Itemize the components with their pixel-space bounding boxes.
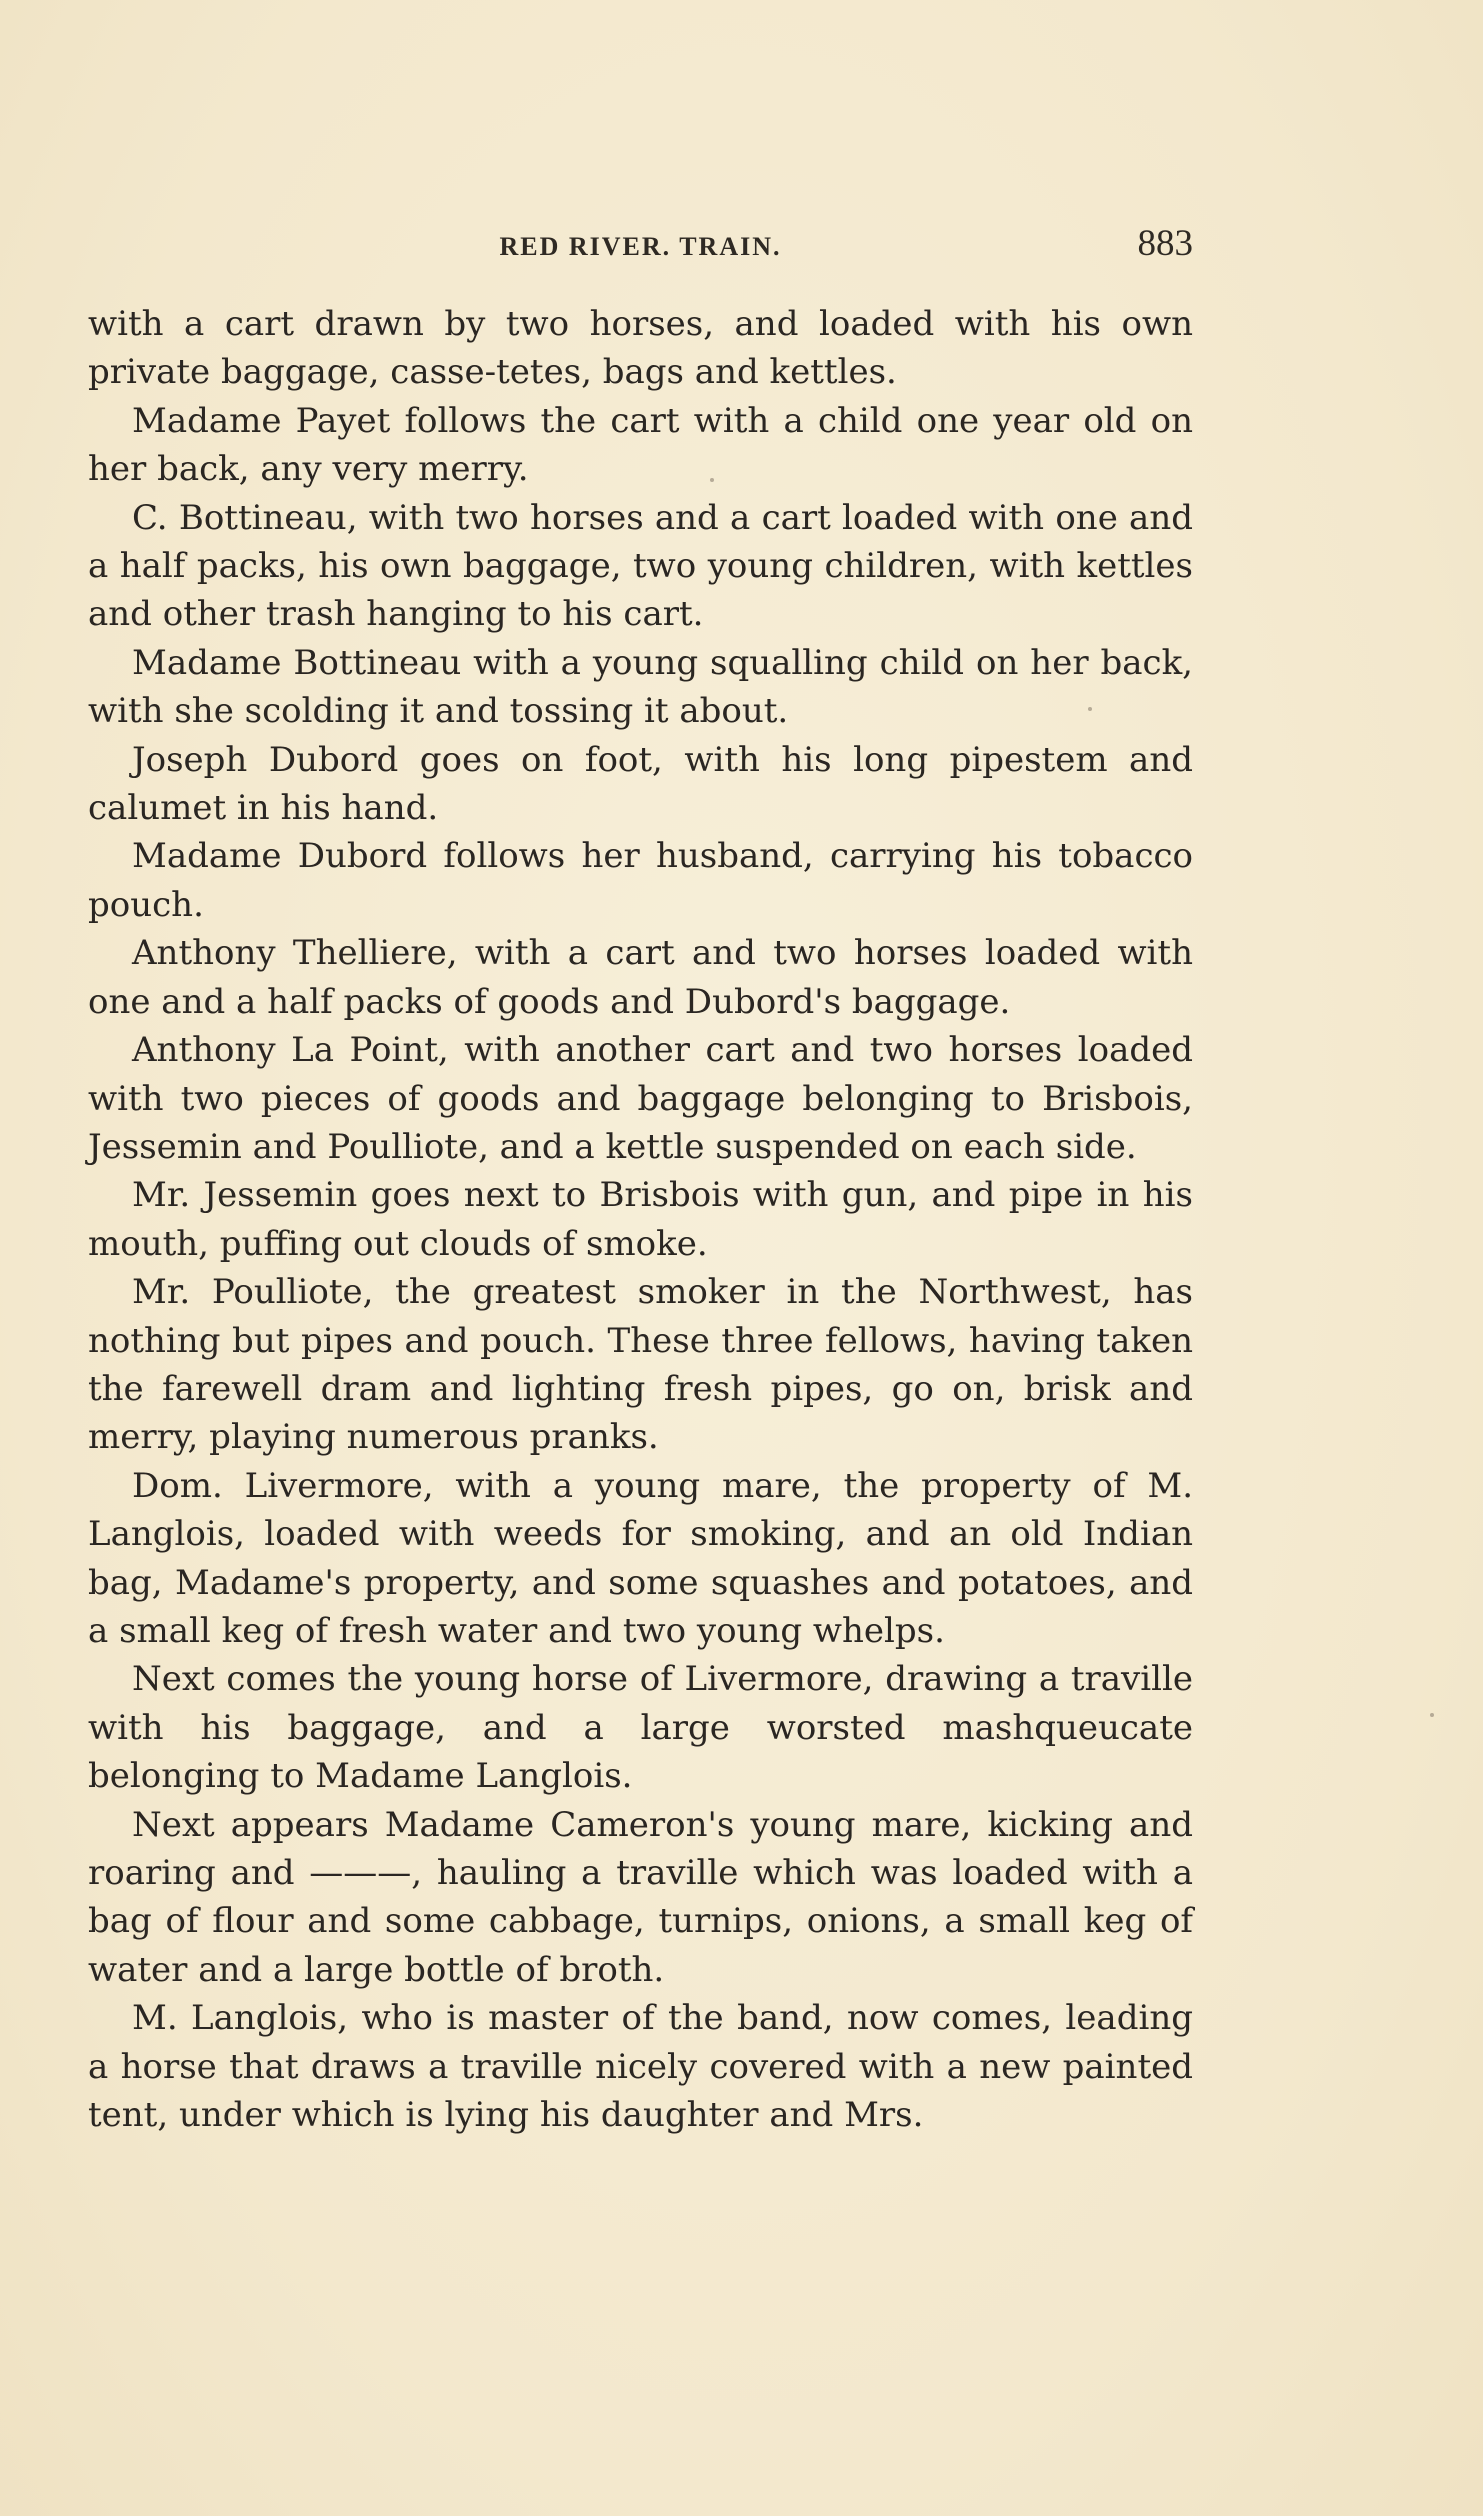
paragraph-11: Dom. Livermore, with a young mare, the property of M. Langlois, loaded with weeds for smoking, and an old Indian bag, Madame's property, and some squashes and potatoes, and a small keg of fresh water and two young whelps. — [88, 1465, 1193, 1651]
running-title: RED RIVER. TRAIN. — [499, 232, 782, 261]
paragraph-6: Madame Dubord follows her husband, carrying his tobacco pouch. — [88, 836, 1193, 925]
paragraph-1: with a cart drawn by two horses, and loaded with his own private baggage, casse-tetes, bags and kettles. — [88, 304, 1193, 393]
paper-speck — [1088, 707, 1092, 711]
page-header — [88, 222, 1193, 272]
paragraph-13: Next appears Madame Cameron's young mare, kicking and roaring and ———, hauling a traville which was loaded with a bag of flour and some cabbage, turnips, onions, a small keg of water and a large bottle of broth. — [88, 1804, 1193, 1990]
body-text — [88, 300, 1193, 2139]
paragraph-14: M. Langlois, who is master of the band, now comes, leading a horse that draws a traville nicely covered with a new painted tent, under which is lying his daughter and Mrs. — [88, 1998, 1193, 2136]
paragraph-2: Madame Payet follows the cart with a child one year old on her back, any very merry. — [88, 400, 1193, 490]
paragraph-9: Mr. Jessemin goes next to Brisbois with gun, and pipe in his mouth, puffing out clouds of smoke. — [88, 1175, 1193, 1264]
page-number: 883 — [1137, 223, 1193, 264]
paragraph-8: Anthony La Point, with another cart and two horses loaded with two pieces of goods and baggage belonging to Brisbois, Jessemin and Poulliote, and a kettle suspended on each side. — [88, 1030, 1193, 1167]
paragraph-5: Joseph Dubord goes on foot, with his long pipestem and calumet in his hand. — [88, 739, 1193, 829]
paragraph-7: Anthony Thelliere, with a cart and two horses loaded with one and a half packs of goods and Dubord's baggage. — [88, 933, 1193, 1022]
paper-speck — [710, 478, 714, 482]
paragraph-10: Mr. Poulliote, the greatest smoker in the Northwest, has nothing but pipes and pouch. These three fellows, having taken the farewell dram and lighting fresh pipes, go on, brisk and merry, playing numerous pranks. — [88, 1272, 1193, 1458]
paragraph-4: Madame Bottineau with a young squalling child on her back, with she scolding it and tossing it about. — [88, 642, 1193, 732]
paper-speck — [1430, 1713, 1434, 1717]
paragraph-12: Next comes the young horse of Livermore, drawing a traville with his baggage, and a large worsted mashqueucate belonging to Madame Langlois. — [88, 1659, 1193, 1797]
paragraph-3: C. Bottineau, with two horses and a cart loaded with one and a half packs, his own baggage, two young children, with kettles and other trash hanging to his cart. — [88, 497, 1193, 635]
